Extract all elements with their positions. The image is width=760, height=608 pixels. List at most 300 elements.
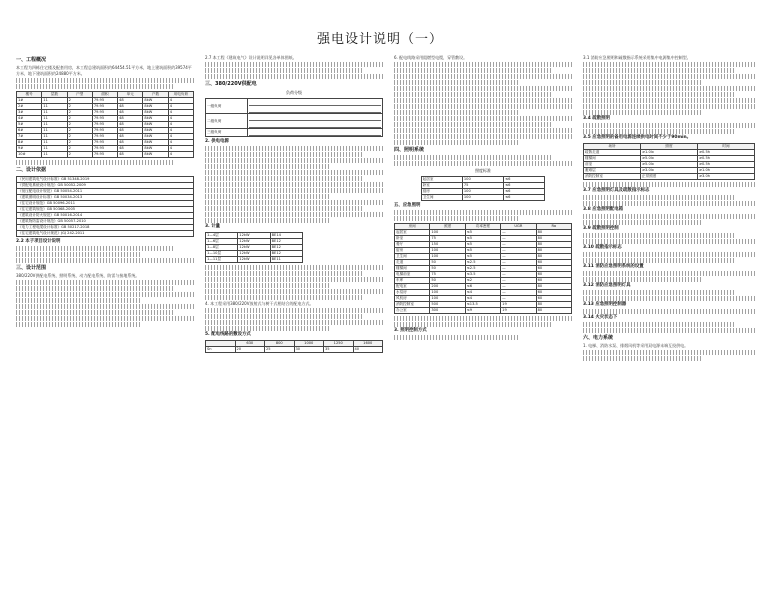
column-1 [16,55,194,590]
cell: 8kW [143,98,168,104]
cell: 80 [536,284,571,290]
fill-line [249,114,381,121]
cell: 3# [17,110,42,116]
cell: ≥0.5h [698,162,755,168]
th: 800 [265,341,295,347]
text-line [583,271,755,276]
text-line [583,214,755,219]
cell: 《建筑物防雷设计规范》GB 50057-2010 [17,219,194,225]
table-row [206,347,383,353]
building-table [16,91,194,158]
text-line [583,98,755,103]
text-line [205,271,362,276]
text-line [583,290,734,295]
text-line [583,277,703,282]
text-line [394,216,519,221]
table-row [206,257,303,263]
cell: 11 [42,152,67,158]
text-line [205,152,362,157]
cell: — [501,242,536,248]
text-line [394,122,551,127]
table-row [206,129,383,137]
cell: 2 [67,146,92,152]
text-line [205,158,383,163]
cell: — [501,248,536,254]
cell: 12kW [238,233,270,239]
cell: 2 [67,110,92,116]
cell: 20 [235,347,265,353]
text-line [205,265,383,270]
cell: ≤5 [465,254,500,260]
cell: — [501,254,536,260]
text-line [205,176,362,181]
cell: 25 [265,347,295,353]
cell: 办公室 [395,308,430,314]
text-line [583,104,755,109]
cell: 正常照度 [641,174,698,180]
subheading: 3.12 消防应急照明灯具 [583,283,631,288]
text-line [205,218,330,223]
text-line [583,350,755,355]
text-line [16,286,173,291]
table-row [584,174,755,180]
text-line [583,201,755,206]
cell: ≤6 [504,177,545,183]
cell: 100 [430,296,465,302]
cell: — [501,260,536,266]
cell: 2 [67,128,92,134]
th: 房间 [395,224,430,230]
cell: 8kW [143,116,168,122]
cell: 2 [67,134,92,140]
cell: — [501,272,536,278]
cell: ≤13.5 [465,302,500,308]
cell: ≤5 [465,236,500,242]
cell: 4 [168,104,193,110]
cell: 7# [17,134,42,140]
cell: 100 [430,248,465,254]
lux-table-caption: 照度标准 [475,168,491,173]
cell: 4 [168,116,193,122]
col3-intro: 6. 配电线路采用阻燃型电缆，穿管敷设。 [394,55,468,60]
cell: 楼梯间 [584,156,641,162]
cell: — [501,230,536,236]
cell: 79.95 [92,110,117,116]
illumination-table [394,223,572,314]
fill-line [249,129,381,136]
cell: 2 [67,98,92,104]
text-line [394,322,551,327]
th: 场所 [584,144,641,150]
cell: 75 [430,272,465,278]
distribution-text: 4. 本工程采用380/220V放射式与树干式相结合的配电方式。 [205,301,314,306]
text-line [16,252,141,257]
text-line [394,68,551,73]
cell: — [501,284,536,290]
cell: 60 [536,260,571,266]
cell: 4 [168,98,193,104]
text-line [583,129,734,134]
text-line [583,296,755,301]
subheading: 3.9 疏散照明控制 [583,226,619,231]
cell: 《民用建筑电气设计标准》GB 51348-2019 [17,177,194,183]
subheading: 5. 配电线路的敷设方式 [205,332,251,337]
cell: ≥0.5h [698,150,755,156]
cell: 79.95 [92,152,117,158]
th: 1000 [294,341,324,347]
text-line [583,220,703,225]
text-line [394,134,572,139]
cell: 《住宅建筑规范》GB 50368-2005 [17,207,194,213]
section-heading-basis: 二、设计依据 [16,167,47,173]
cell: 4 [168,152,193,158]
cell: 4 [168,128,193,134]
text-line [205,320,383,325]
cell: 楼梯间 [395,266,430,272]
cell: 11 [42,128,67,134]
cell: 1—8层 [206,245,238,251]
cell: 餐厅 [395,242,430,248]
th: 时间 [698,144,755,150]
cell: 4# [17,116,42,122]
cell: 48 [118,134,143,140]
cell: 8kW [143,140,168,146]
cell: ≤5 [465,230,500,236]
th: 用电负荷 [168,92,193,98]
cell: 8# [17,140,42,146]
cell: 8kW [143,152,168,158]
th: 单元 [118,92,143,98]
th: 户数 [143,92,168,98]
text-line [583,322,734,327]
cell: BE12 [270,251,302,257]
text-line [205,194,330,199]
cell: 8kW [143,146,168,152]
power-system-text: 1. 电梯、消防水泵、排烟风机等采用双电源末端互投供电。 [583,343,689,348]
cell: 48 [118,128,143,134]
cell: 《住宅设计规范》GB 50096-2011 [17,201,194,207]
text-line [394,116,572,121]
cell: 50 [430,260,465,266]
cell: 2 [67,116,92,122]
cell: 消防控制室 [395,302,430,308]
cell: 卧室 [421,183,462,189]
th: 功率密度 [465,224,500,230]
subheading: 3.7 应急照明灯具及疏散指示标志 [583,188,650,193]
subheading: 3.13 应急照明控制器 [583,302,627,307]
standards-table [16,176,194,237]
th: 照度 [430,224,465,230]
cell: 80 [536,242,571,248]
cell: 75 [462,183,503,189]
cell: 79.95 [92,146,117,152]
cell: BE14 [270,233,302,239]
column-2 [205,55,383,590]
cell: 1—11层 [206,257,238,263]
cell: 12kW [238,239,270,245]
cell: 19 [501,302,536,308]
cell: 11 [42,134,67,140]
cell: ≤2.5 [465,260,500,266]
cell: 79.95 [92,140,117,146]
table-row [206,114,383,129]
cell: 《电力工程电缆设计标准》GB 50217-2018 [17,225,194,231]
cell: 水泵房 [395,290,430,296]
load-table-caption: 负荷分级 [286,90,302,95]
cell: 79.95 [92,128,117,134]
cell: ≤6 [504,189,545,195]
meter-table [205,232,303,263]
subheading: 3.14 火灾状态下 [583,315,618,320]
text-line [205,326,330,331]
table-row [17,152,194,158]
cell: 《建筑照明设计标准》GB 50034-2013 [17,195,194,201]
cell: 79.95 [92,104,117,110]
text-line [583,110,703,115]
text-line [583,239,755,244]
text-line [16,304,194,309]
cell: 2 [67,122,92,128]
text-line [16,160,173,165]
text-line [205,62,383,67]
subheading: 3.8 应急照明配电箱 [583,207,624,212]
text-line [16,258,194,263]
text-line [394,80,519,85]
section-heading-overview: 一、工程概况 [16,57,47,63]
cell: ≥3.0lx [641,168,698,174]
cell: 一级负荷 [206,99,248,114]
cell: 11 [42,146,67,152]
cell: 厨房 [395,248,430,254]
cell: 11 [42,116,67,122]
cell: 80 [536,308,571,314]
text-line [583,258,734,263]
subheading: 3.4 疏散照明 [583,116,610,121]
cell: 1# [17,98,42,104]
cell: 48 [118,152,143,158]
text-line [394,316,572,321]
cell: 60 [536,266,571,272]
cell [247,129,382,137]
cell: 100 [462,177,503,183]
emergency-table [583,143,755,180]
cell: 48 [118,110,143,116]
cell: 《低压配电设计规范》GB 50054-2011 [17,189,194,195]
text-line [583,252,755,257]
load-class-table [205,98,383,137]
text-line [16,310,173,315]
text-line [205,212,383,217]
cell: 走道 [395,260,430,266]
cell: 《供配电系统设计规范》GB 50052-2009 [17,183,194,189]
cell: 8kW [143,122,168,128]
text-line [394,161,572,166]
cell: 12kW [238,257,270,263]
text-line [583,328,755,333]
cell: 8kW [143,128,168,134]
text-line [583,62,755,67]
text-line [583,92,734,97]
cell: BE12 [270,239,302,245]
text-line [16,292,194,297]
column-4 [583,55,755,590]
cell: 79.95 [92,98,117,104]
text-line [205,283,330,288]
cell: 500 [430,302,465,308]
cell: ≤5 [465,242,500,248]
cell: 50 [430,266,465,272]
table-row [421,195,545,201]
cell: 48 [118,98,143,104]
column-3 [394,55,572,590]
text-line [205,68,362,73]
cell: 60 [536,272,571,278]
text-line [394,98,572,103]
th: Ra [536,224,571,230]
cell: 60 [536,290,571,296]
text-line [583,80,703,85]
th: 层数 [42,92,67,98]
lux-table [421,176,546,201]
cell: 《住宅建筑电气设计规范》JGJ 242-2011 [17,231,194,237]
cell: 48 [118,104,143,110]
cell: 1—6层 [206,239,238,245]
cell: 配电室 [395,284,430,290]
cell: 100 [430,254,465,260]
text-line [583,309,755,314]
text-line [205,146,383,151]
cell: 300 [430,308,465,314]
cell: 80 [536,230,571,236]
table-row [395,308,572,314]
fill-line [249,121,381,128]
text-line [205,170,383,175]
cell: 4 [168,146,193,152]
th: UGR [501,224,536,230]
cell: 12kW [238,245,270,251]
text-line [394,128,572,133]
cell: 前室 [584,162,641,168]
text-line [16,84,173,89]
subheading: 五、应急照明 [394,203,421,208]
section-heading-scope: 三、设计范围 [16,265,47,271]
text-line [16,316,194,321]
table-row [584,144,755,150]
table-row [206,99,383,114]
cell: 2# [17,104,42,110]
text-line [583,86,755,91]
subheading: 3.11 消防应急照明系统的设置 [583,264,644,269]
cell: 8kW [143,104,168,110]
cell: 4 [168,140,193,146]
cell: 80 [536,248,571,254]
cell: 80 [536,254,571,260]
cell: Sn [206,347,236,353]
fill-line [249,106,381,113]
text-line [583,123,755,128]
cell: ≥1.0lx [641,150,698,156]
text-line [205,206,362,211]
cell: 8kW [143,134,168,140]
cell: BE12 [270,245,302,251]
overview-text: 本工程为四栋住宅楼及配套用房，本工程总建筑面积约64454.51平方米，地上建筑面积约39574平方米，地下建筑面积约24880平方米。 [16,65,192,76]
text-line [16,322,141,327]
cell: 电梯前室 [395,272,430,278]
th: 1600 [353,341,383,347]
cell: 起居室 [395,230,430,236]
cell: 8kW [143,110,168,116]
text-line [583,356,703,361]
th: 楼号 [17,92,42,98]
cell: 12kW [238,251,270,257]
text-line [205,74,383,79]
text-line [205,308,383,313]
cell: ≤3.5 [465,272,500,278]
cell: 三级负荷 [206,129,248,137]
cell: 二级负荷 [206,114,248,129]
cell: 50 [430,278,465,284]
cell: 75 [430,236,465,242]
cell: ≥3.0h [698,174,755,180]
cell: 11 [42,110,67,116]
text-line [394,74,572,79]
cell: 48 [118,122,143,128]
cell: 19 [501,308,536,314]
text-line [394,210,572,215]
cell: 150 [430,242,465,248]
cell: 11 [42,104,67,110]
transformer-table [205,340,383,353]
cell: — [501,266,536,272]
cell: 35 [324,347,354,353]
cell: 79.95 [92,122,117,128]
cell: BE11 [270,257,302,263]
cell: 2 [67,152,92,158]
th: 照度 [641,144,698,150]
fill-line [249,99,381,106]
cell: 100 [430,290,465,296]
table-row [17,231,194,237]
cell: ≤4 [465,290,500,296]
cell: ≥0.5h [698,156,755,162]
subheading: 3. 计量 [205,224,221,229]
cell: 4 [168,134,193,140]
cell: 2 [67,140,92,146]
text-line [583,195,734,200]
cell: 起居室 [421,177,462,183]
section-heading-power-system: 六、电力系统 [583,335,614,341]
text-line [394,335,519,340]
cell: — [501,236,536,242]
cell: 避难层 [584,168,641,174]
cell: 100 [462,189,503,195]
subheading: 2.2 本子项目设计说明 [16,239,61,244]
text-line [205,182,383,187]
cell: 4 [168,110,193,116]
text-line [205,188,383,193]
col4-intro: 3.1 消防应急照明和疏散指示系统采用集中电源集中控制型。 [583,55,691,60]
text-line [16,246,173,251]
cell: 79.95 [92,134,117,140]
cell: 60 [536,278,571,284]
section-heading-lighting: 四、照明系统 [394,147,425,153]
text-line [394,155,551,160]
cell: 1—4层 [206,233,238,239]
text-line [205,200,383,205]
cell: 11 [42,122,67,128]
section-heading-power: 三、380/220V供配电 [205,81,257,87]
col2-intro: 2.7 本工程《建筑电气》设计说明详见各单体图纸。 [205,55,297,60]
